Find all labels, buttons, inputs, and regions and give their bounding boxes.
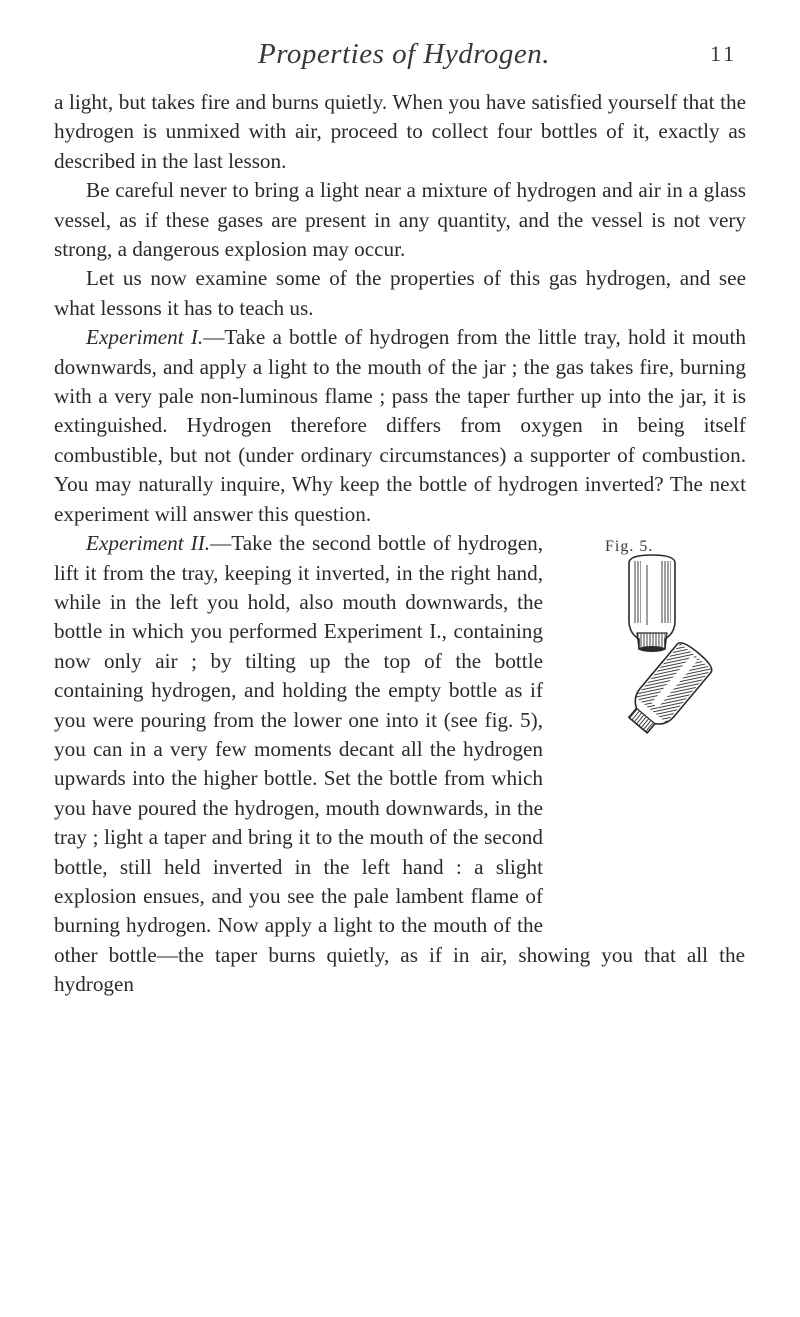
paragraph-text: —Take the second bottle of hydrogen, lift it from the tray, keeping it inverted, in the right hand, while in the left you hold, also mouth downwards, the bottle in which you performed Experiment I., containing now only air ; by tilting up the top of the bottle containing hydrogen, and holding the empty bottle as if you were pouring from the lower one into it (see fig. 5), you can in a very few moments decant all the hydrogen upwards into the higher bottle. Set the bottle from which you have poured the hydrogen, mouth downwards, in the tray ; light a taper and bring it to the mouth of the second bottle, still held inverted in the left hand : a slight explosion ensues, and you see the pale lambent flame of burning hydrogen. Now apply a light to the mouth of the other bottle—the taper burns quietly, as if in air, showing you that all the hydrogen xyxy=(54,531,745,997)
figure-label: Fig. 5. xyxy=(605,538,654,556)
paragraph-text: Let us now examine some of the properties of this gas hydrogen, and see what lessons it has to teach us. xyxy=(54,266,746,320)
page-header xyxy=(0,38,800,78)
figure-spacer xyxy=(745,529,746,1034)
paragraph xyxy=(54,264,746,323)
paragraph xyxy=(54,176,746,264)
body-text xyxy=(54,88,746,1034)
upper-bottle xyxy=(629,555,675,652)
experiment-heading: Experiment I. xyxy=(86,325,204,350)
paragraph-text: Be careful never to bring a light near a mixture of hydrogen and air in a glass vessel, as if these gases are present in any quantity, and the vessel is not very strong, a dangerous explosion may occur. xyxy=(54,178,746,262)
lower-bottle xyxy=(621,639,715,739)
running-head: Properties of Hydrogen. xyxy=(258,38,551,70)
bottles-illustration xyxy=(607,553,727,743)
page-number: 11 xyxy=(710,41,738,66)
paragraph xyxy=(54,323,746,529)
paragraph-text: a light, but takes fire and burns quietly. When you have satisfied yourself that the hydrogen is unmixed with air, proceed to collect four bottles of it, exactly as described in the last lesson. xyxy=(54,90,746,173)
experiment-heading: Experiment II. xyxy=(86,531,211,556)
paragraph-text: —Take a bottle of hydrogen from the little tray, hold it mouth downwards, and apply a light to the mouth of the jar ; the gas takes fire, burning with a very pale non-luminous flame ; pass the taper further up into the jar, it is extinguished. Hydrogen therefore differs from oxygen in being itself combustible, but not (under ordinary circumstances) a supporter of combustion. You may naturally inquire, Why keep the bottle of hydrogen inverted? The next experiment will answer this question. xyxy=(54,325,746,526)
figure-5 xyxy=(555,529,745,924)
paragraph xyxy=(54,88,746,176)
